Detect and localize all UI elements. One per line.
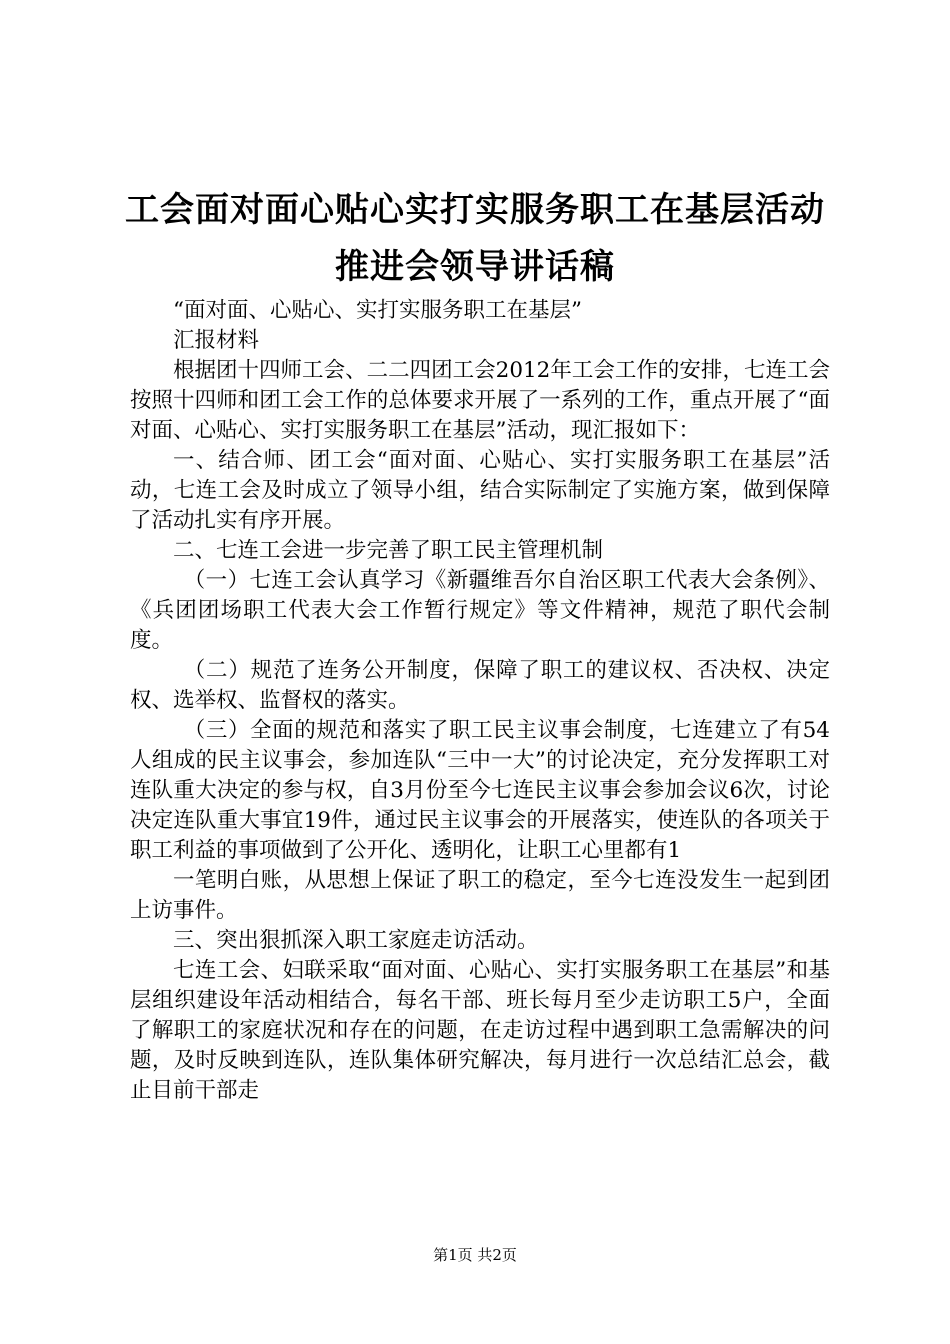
paragraph-section-2-continued: 一笔明白账，从思想上保证了职工的稳定，至今七连没发生一起到团上访事件。 — [130, 868, 830, 923]
document-body — [130, 296, 830, 1106]
paragraph-section-2-item-2: （二）规范了连务公开制度，保障了职工的建议权、否决权、决定权、选举权、监督权的落实。 — [130, 658, 830, 713]
paragraph-section-3-heading: 三、突出狠抓深入职工家庭走访活动。 — [173, 928, 539, 953]
document-title-line-2: 推进会领导讲话稿 — [335, 247, 615, 287]
paragraph-intro: 根据团十四师工会、二二四团工会2012年工会工作的安排，七连工会按照十四师和团工会工作的总体要求开展了一系列的工作，重点开展了“面对面、心贴心、实打实服务职工在基层”活动，现汇报如下： — [130, 358, 830, 443]
paragraph-section-1: 一、结合师、团工会“面对面、心贴心、实打实服务职工在基层”活动，七连工会及时成立了领导小组，结合实际制定了实施方案，做到保障了活动扎实有序开展。 — [130, 448, 830, 533]
paragraph-section-2-heading: 二、七连工会进一步完善了职工民主管理机制 — [173, 538, 604, 563]
page-footer: 第1页 共2页 — [433, 1246, 517, 1264]
paragraph-section-2-item-1: （一）七连工会认真学习《新疆维吾尔自治区职工代表大会条例》、《兵团团场职工代表大会工作暂行规定》等文件精神，规范了职代会制度。 — [130, 568, 830, 653]
paragraph-section-3-body: 七连工会、妇联采取“面对面、心贴心、实打实服务职工在基层”和基层组织建设年活动相结合，每名干部、班长每月至少走访职工5户，全面了解职工的家庭状况和存在的问题，在走访过程中遇到职工急需解决的问题，及时反映到连队，连队集体研究解决，每月进行一次总结汇总会，截止目前干部走 — [130, 958, 830, 1103]
paragraph-section-2-item-3: （三）全面的规范和落实了职工民主议事会制度，七连建立了有54人组成的民主议事会，参加连队“三中一大”的讨论决定，充分发挥职工对连队重大决定的参与权，自3月份至今七连民主议事会参加会议6次，讨论决定连队重大事宜19件，通过民主议事会的开展落实，使连队的各项关于职工利益的事项做到了公开化、透明化，让职工心里都有1 — [130, 718, 830, 863]
paragraph-subtitle-report: 汇报材料 — [173, 328, 260, 353]
document-title-line-1: 工会面对面心贴心实打实服务职工在基层活动 — [125, 190, 825, 230]
paragraph-subtitle-quote: “面对面、心贴心、实打实服务职工在基层” — [173, 298, 582, 323]
